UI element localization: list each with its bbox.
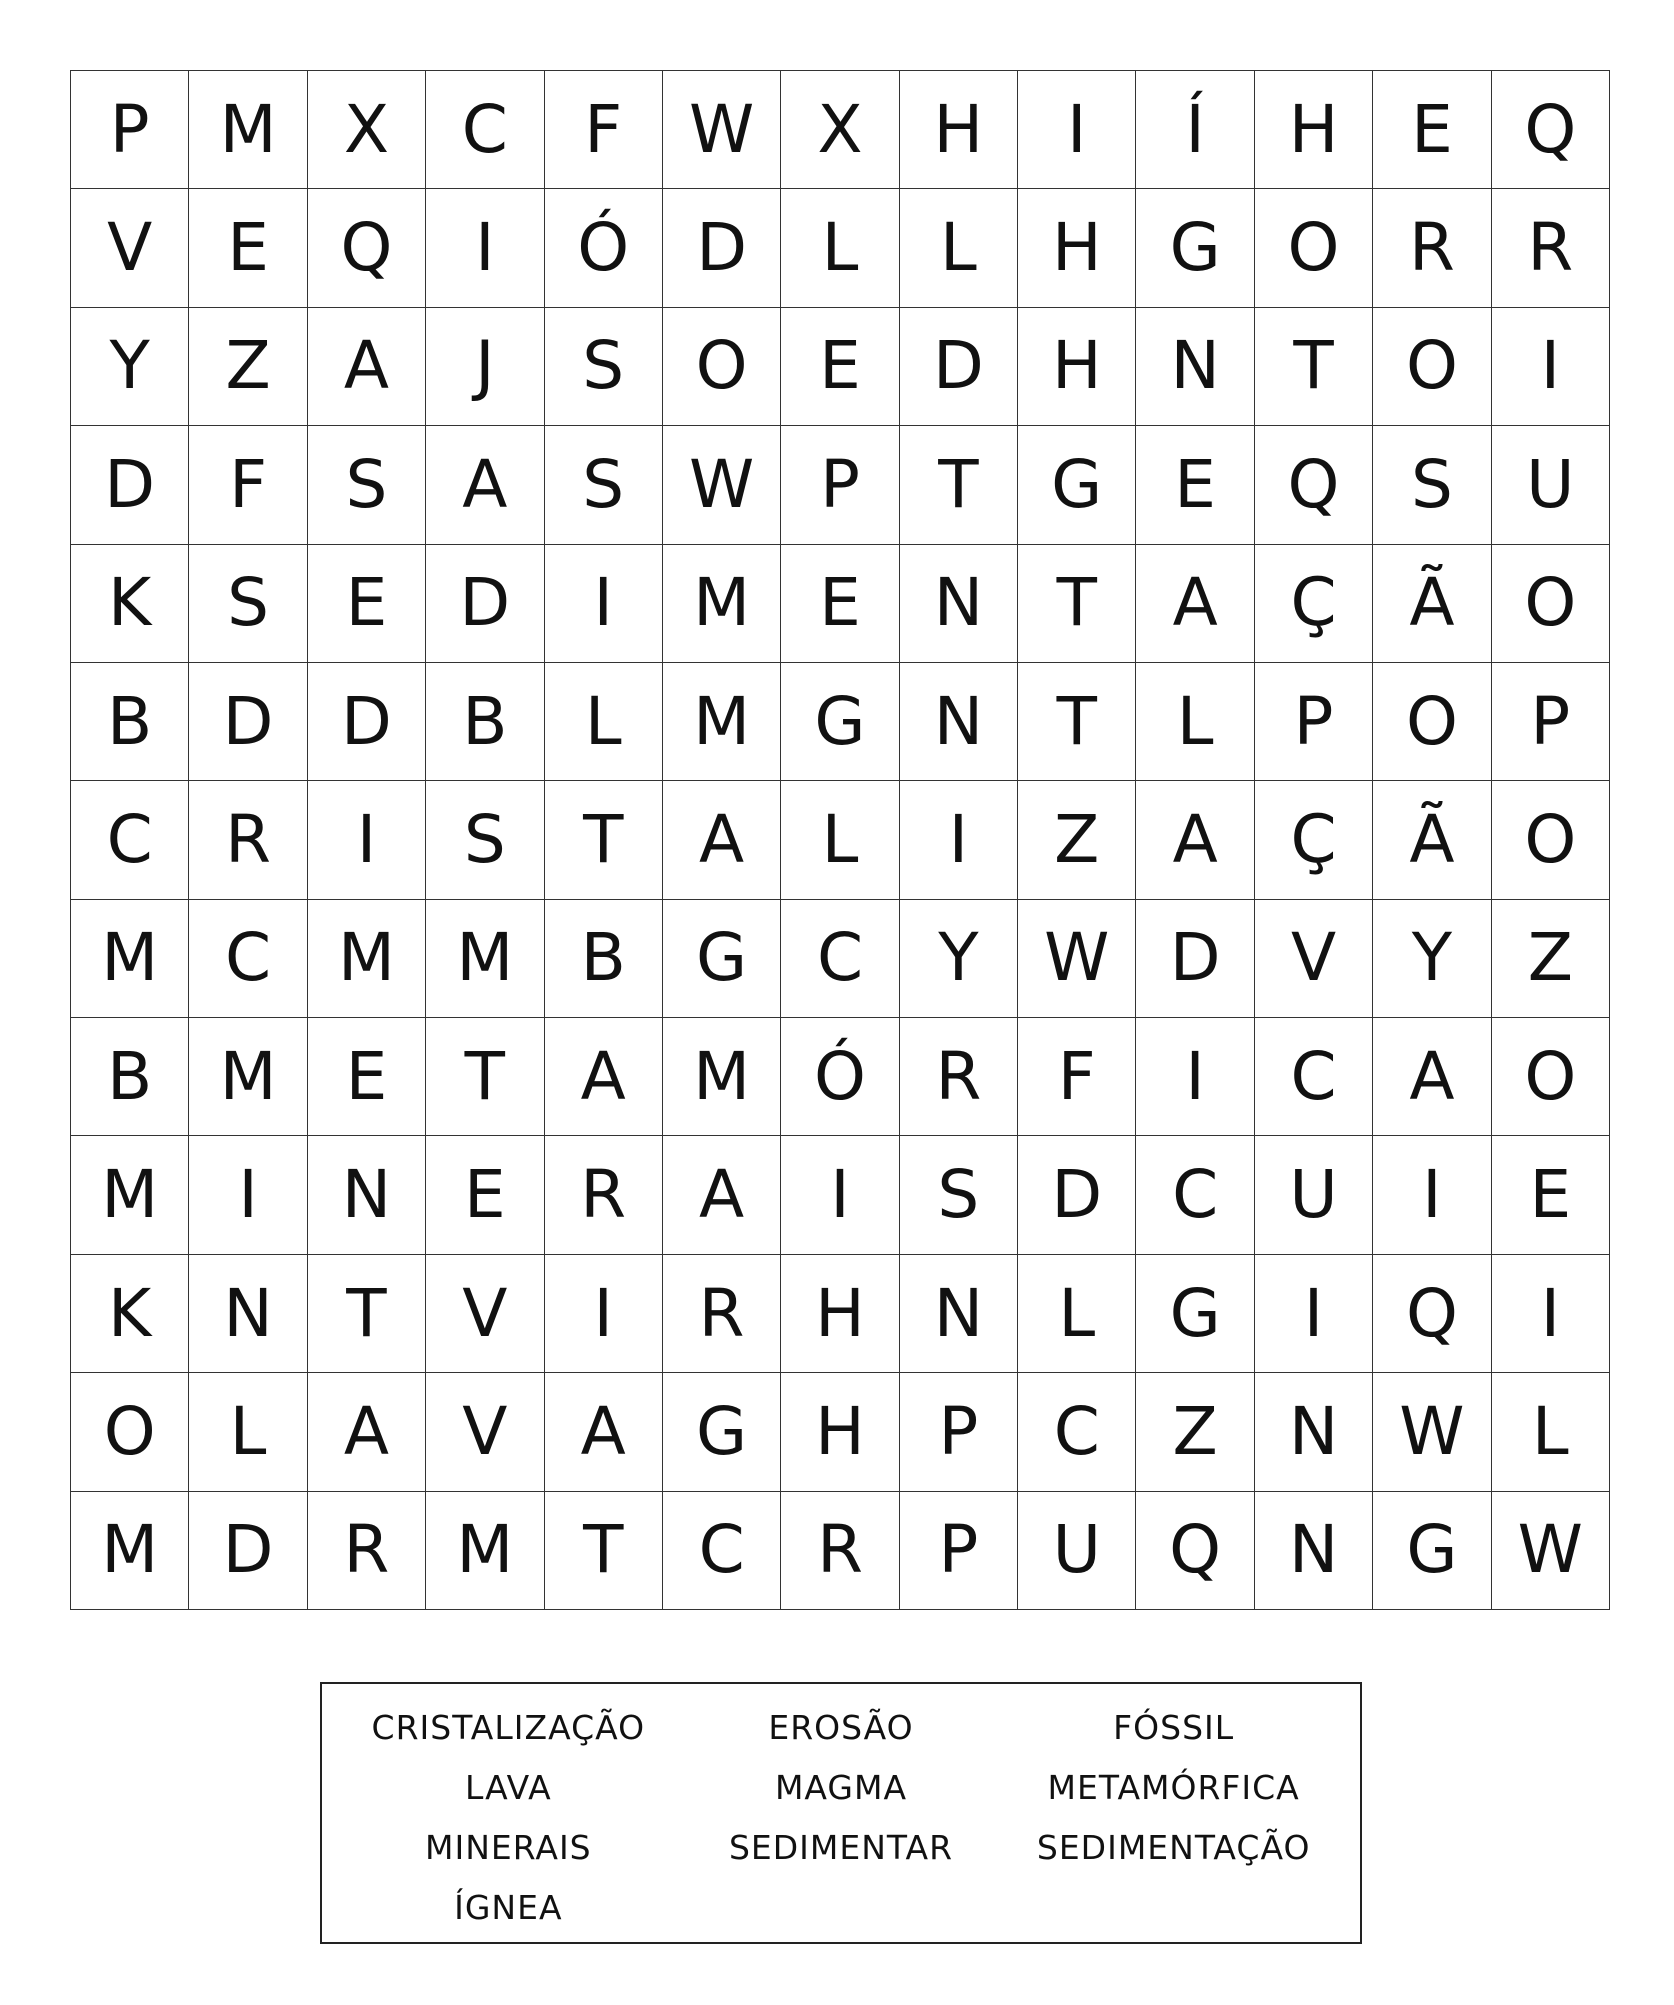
grid-cell[interactable]: L: [1018, 1255, 1136, 1373]
grid-cell[interactable]: E: [1136, 426, 1254, 544]
grid-cell[interactable]: E: [1373, 71, 1491, 189]
grid-cell[interactable]: T: [1018, 663, 1136, 781]
grid-cell[interactable]: C: [71, 781, 189, 899]
grid-cell[interactable]: Ç: [1255, 545, 1373, 663]
grid-cell[interactable]: K: [71, 1255, 189, 1373]
grid-cell[interactable]: H: [1255, 71, 1373, 189]
grid-cell[interactable]: R: [545, 1136, 663, 1254]
grid-cell[interactable]: I: [781, 1136, 899, 1254]
grid-cell[interactable]: E: [308, 545, 426, 663]
grid-cell[interactable]: M: [308, 900, 426, 1018]
grid-cell[interactable]: L: [545, 663, 663, 781]
grid-cell[interactable]: I: [308, 781, 426, 899]
grid-cell[interactable]: A: [308, 1373, 426, 1491]
grid-cell[interactable]: B: [426, 663, 544, 781]
grid-cell[interactable]: O: [1373, 663, 1491, 781]
grid-cell[interactable]: Ó: [781, 1018, 899, 1136]
word-cristalizacao: CRISTALIZAÇÃO: [371, 1708, 646, 1747]
word-magma: MAGMA: [774, 1768, 908, 1807]
grid-cell[interactable]: R: [1492, 189, 1610, 307]
grid-cell[interactable]: I: [1255, 1255, 1373, 1373]
grid-cell[interactable]: S: [426, 781, 544, 899]
grid-cell[interactable]: A: [426, 426, 544, 544]
grid-cell[interactable]: R: [1373, 189, 1491, 307]
grid-cell[interactable]: N: [1255, 1373, 1373, 1491]
grid-cell[interactable]: H: [900, 71, 1018, 189]
grid-cell[interactable]: M: [71, 1492, 189, 1610]
grid-cell[interactable]: B: [71, 663, 189, 781]
grid-cell[interactable]: Ã: [1373, 781, 1491, 899]
grid-cell[interactable]: D: [189, 663, 307, 781]
grid-cell[interactable]: I: [1492, 1255, 1610, 1373]
grid-cell[interactable]: H: [781, 1373, 899, 1491]
grid-cell[interactable]: G: [663, 900, 781, 1018]
grid-cell[interactable]: J: [426, 308, 544, 426]
grid-cell[interactable]: G: [1136, 1255, 1254, 1373]
grid-cell[interactable]: N: [1255, 1492, 1373, 1610]
word-metamorfica: METAMÓRFICA: [1047, 1768, 1300, 1807]
grid-cell[interactable]: Ç: [1255, 781, 1373, 899]
grid-cell[interactable]: X: [781, 71, 899, 189]
grid-cell[interactable]: W: [663, 71, 781, 189]
grid-cell[interactable]: R: [308, 1492, 426, 1610]
letter-grid: [70, 70, 1610, 1610]
grid-cell[interactable]: O: [71, 1373, 189, 1491]
grid-cell[interactable]: N: [1136, 308, 1254, 426]
grid-cell[interactable]: O: [1492, 1018, 1610, 1136]
grid-cell[interactable]: F: [545, 71, 663, 189]
grid-cell[interactable]: T: [426, 1018, 544, 1136]
grid-cell[interactable]: Q: [1373, 1255, 1491, 1373]
grid-cell[interactable]: W: [663, 426, 781, 544]
grid-cell[interactable]: L: [1136, 663, 1254, 781]
grid-cell[interactable]: O: [1492, 545, 1610, 663]
grid-cell[interactable]: G: [1018, 426, 1136, 544]
grid-cell[interactable]: Q: [1255, 426, 1373, 544]
grid-cell[interactable]: B: [71, 1018, 189, 1136]
grid-cell[interactable]: M: [426, 900, 544, 1018]
grid-cell[interactable]: C: [781, 900, 899, 1018]
grid-cell[interactable]: V: [426, 1373, 544, 1491]
grid-cell[interactable]: W: [1492, 1492, 1610, 1610]
grid-cell[interactable]: M: [663, 1018, 781, 1136]
grid-cell[interactable]: Y: [900, 900, 1018, 1018]
word-fossil: FÓSSIL: [1113, 1708, 1235, 1747]
word-erosao: EROSÃO: [768, 1708, 914, 1747]
grid-cell[interactable]: R: [781, 1492, 899, 1610]
grid-cell[interactable]: D: [308, 663, 426, 781]
grid-cell[interactable]: I: [1492, 308, 1610, 426]
word-list-column: [342, 1698, 675, 1938]
grid-cell[interactable]: Z: [1018, 781, 1136, 899]
grid-cell[interactable]: V: [1255, 900, 1373, 1018]
grid-cell[interactable]: V: [71, 189, 189, 307]
grid-cell[interactable]: F: [189, 426, 307, 544]
grid-cell[interactable]: P: [1492, 663, 1610, 781]
grid-cell[interactable]: C: [189, 900, 307, 1018]
grid-cell[interactable]: Q: [1136, 1492, 1254, 1610]
grid-cell[interactable]: Q: [308, 189, 426, 307]
grid-cell[interactable]: E: [308, 1018, 426, 1136]
grid-cell[interactable]: Í: [1136, 71, 1254, 189]
grid-cell[interactable]: W: [1018, 900, 1136, 1018]
grid-cell[interactable]: Ó: [545, 189, 663, 307]
grid-cell[interactable]: C: [1255, 1018, 1373, 1136]
grid-cell[interactable]: M: [426, 1492, 544, 1610]
grid-cell[interactable]: I: [426, 189, 544, 307]
grid-cell[interactable]: S: [545, 308, 663, 426]
grid-cell[interactable]: V: [426, 1255, 544, 1373]
grid-cell[interactable]: O: [1255, 189, 1373, 307]
grid-cell[interactable]: I: [1018, 71, 1136, 189]
grid-cell[interactable]: U: [1255, 1136, 1373, 1254]
grid-cell[interactable]: E: [426, 1136, 544, 1254]
grid-cell[interactable]: O: [1373, 308, 1491, 426]
grid-cell[interactable]: L: [781, 781, 899, 899]
grid-cell[interactable]: I: [900, 781, 1018, 899]
grid-cell[interactable]: T: [308, 1255, 426, 1373]
grid-cell[interactable]: I: [545, 545, 663, 663]
grid-cell[interactable]: P: [71, 71, 189, 189]
grid-cell[interactable]: N: [308, 1136, 426, 1254]
grid-cell[interactable]: L: [900, 189, 1018, 307]
grid-cell[interactable]: N: [900, 545, 1018, 663]
grid-cell[interactable]: C: [663, 1492, 781, 1610]
word-ignea: ÍGNEA: [454, 1888, 563, 1927]
grid-cell[interactable]: R: [900, 1018, 1018, 1136]
grid-cell[interactable]: E: [1492, 1136, 1610, 1254]
grid-cell[interactable]: I: [1136, 1018, 1254, 1136]
grid-cell[interactable]: Y: [71, 308, 189, 426]
grid-cell[interactable]: H: [781, 1255, 899, 1373]
grid-cell[interactable]: I: [545, 1255, 663, 1373]
grid-cell[interactable]: Ã: [1373, 545, 1491, 663]
grid-cell[interactable]: D: [189, 1492, 307, 1610]
grid-cell[interactable]: Z: [1492, 900, 1610, 1018]
grid-cell[interactable]: N: [900, 1255, 1018, 1373]
grid-cell[interactable]: S: [900, 1136, 1018, 1254]
grid-cell[interactable]: A: [545, 1373, 663, 1491]
grid-cell[interactable]: A: [663, 781, 781, 899]
grid-cell[interactable]: M: [663, 545, 781, 663]
grid-cell[interactable]: R: [189, 781, 307, 899]
grid-cell[interactable]: M: [71, 900, 189, 1018]
grid-cell[interactable]: R: [663, 1255, 781, 1373]
grid-cell[interactable]: T: [1018, 545, 1136, 663]
grid-cell[interactable]: U: [1492, 426, 1610, 544]
grid-cell[interactable]: P: [900, 1492, 1018, 1610]
grid-cell[interactable]: I: [1373, 1136, 1491, 1254]
word-sedimentar: SEDIMENTAR: [728, 1828, 954, 1867]
grid-cell[interactable]: M: [71, 1136, 189, 1254]
word-list-column: [1007, 1698, 1340, 1938]
grid-cell[interactable]: H: [1018, 189, 1136, 307]
grid-cell[interactable]: Y: [1373, 900, 1491, 1018]
grid-cell[interactable]: M: [663, 663, 781, 781]
grid-cell[interactable]: A: [545, 1018, 663, 1136]
grid-cell[interactable]: D: [1018, 1136, 1136, 1254]
grid-cell[interactable]: I: [189, 1136, 307, 1254]
grid-cell[interactable]: C: [1018, 1373, 1136, 1491]
word-minerais: MINERAIS: [425, 1828, 592, 1867]
grid-cell[interactable]: P: [900, 1373, 1018, 1491]
grid-cell[interactable]: D: [71, 426, 189, 544]
grid-cell[interactable]: E: [189, 189, 307, 307]
grid-cell[interactable]: B: [545, 900, 663, 1018]
grid-cell[interactable]: Q: [1492, 71, 1610, 189]
word-list-column: [675, 1698, 1008, 1938]
grid-cell[interactable]: N: [189, 1255, 307, 1373]
grid-cell[interactable]: S: [1373, 426, 1491, 544]
word-list-box: [320, 1682, 1362, 1944]
grid-cell[interactable]: E: [781, 545, 899, 663]
grid-cell[interactable]: T: [545, 781, 663, 899]
grid-cell[interactable]: Z: [1136, 1373, 1254, 1491]
grid-cell[interactable]: A: [1136, 781, 1254, 899]
grid-cell[interactable]: G: [781, 663, 899, 781]
grid-cell[interactable]: P: [781, 426, 899, 544]
word-lava: LAVA: [465, 1768, 552, 1807]
grid-cell[interactable]: E: [781, 308, 899, 426]
grid-cell[interactable]: L: [781, 189, 899, 307]
grid-cell[interactable]: M: [189, 71, 307, 189]
grid-cell[interactable]: C: [1136, 1136, 1254, 1254]
grid-cell[interactable]: P: [1255, 663, 1373, 781]
grid-cell[interactable]: G: [663, 1373, 781, 1491]
grid-cell[interactable]: W: [1373, 1373, 1491, 1491]
grid-cell[interactable]: Z: [189, 308, 307, 426]
grid-cell[interactable]: T: [1255, 308, 1373, 426]
grid-cell[interactable]: M: [189, 1018, 307, 1136]
grid-cell[interactable]: D: [426, 545, 544, 663]
grid-cell[interactable]: O: [663, 308, 781, 426]
grid-cell[interactable]: S: [189, 545, 307, 663]
grid-cell[interactable]: D: [663, 189, 781, 307]
grid-cell[interactable]: X: [308, 71, 426, 189]
grid-cell[interactable]: S: [308, 426, 426, 544]
grid-cell[interactable]: T: [545, 1492, 663, 1610]
grid-cell[interactable]: S: [545, 426, 663, 544]
grid-cell[interactable]: T: [900, 426, 1018, 544]
grid-cell[interactable]: A: [1373, 1018, 1491, 1136]
grid-cell[interactable]: D: [900, 308, 1018, 426]
grid-cell[interactable]: U: [1018, 1492, 1136, 1610]
grid-cell[interactable]: K: [71, 545, 189, 663]
grid-cell[interactable]: C: [426, 71, 544, 189]
grid-cell[interactable]: L: [189, 1373, 307, 1491]
grid-cell[interactable]: G: [1373, 1492, 1491, 1610]
word-sedimentacao: SEDIMENTAÇÃO: [1036, 1828, 1311, 1867]
grid-cell[interactable]: A: [308, 308, 426, 426]
grid-cell[interactable]: N: [900, 663, 1018, 781]
grid-cell[interactable]: G: [1136, 189, 1254, 307]
grid-cell[interactable]: F: [1018, 1018, 1136, 1136]
grid-cell[interactable]: O: [1492, 781, 1610, 899]
grid-cell[interactable]: D: [1136, 900, 1254, 1018]
grid-cell[interactable]: H: [1018, 308, 1136, 426]
grid-cell[interactable]: A: [663, 1136, 781, 1254]
grid-cell[interactable]: L: [1492, 1373, 1610, 1491]
grid-cell[interactable]: A: [1136, 545, 1254, 663]
